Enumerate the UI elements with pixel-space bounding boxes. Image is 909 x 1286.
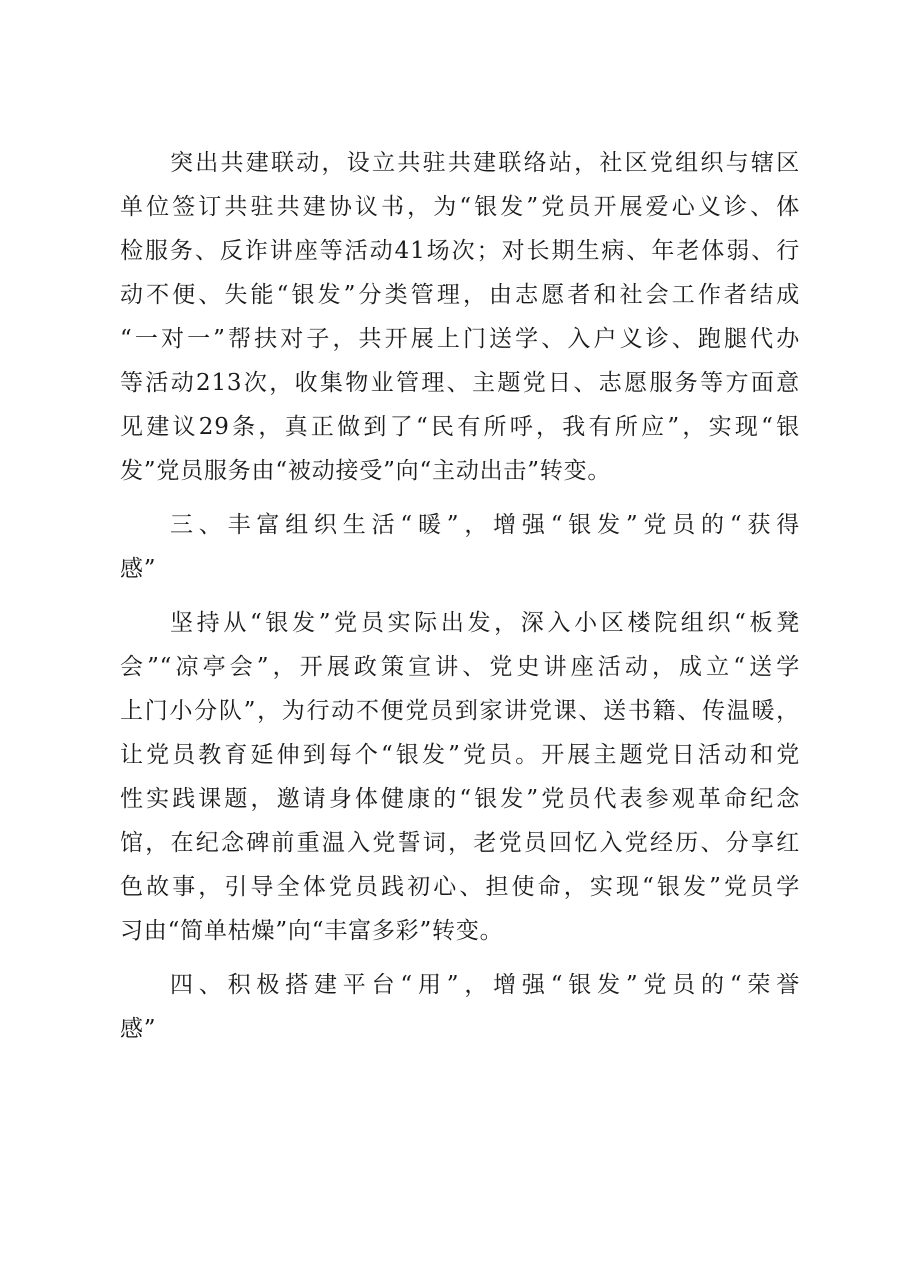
text-line: 馆，在纪念碑前重温入党誓词，老党员回忆入党经历、分享红 (120, 830, 800, 856)
text-line: 动不便、失能“银发”分类管理，由志愿者和社会工作者结成 (120, 282, 800, 308)
paragraph-organization-life (120, 601, 800, 953)
text-line: 习由“简单枯燥”向“丰富多彩”转变。 (120, 918, 504, 944)
text-line: 发”党员服务由“被动接受”向“主动出击”转变。 (120, 458, 612, 484)
text-line: 单位签订共驻共建协议书，为“银发”党员开展爱心义诊、体 (120, 194, 800, 220)
text-line: 会”“凉亭会”，开展政策宣讲、党史讲座活动，成立“送学 (120, 654, 800, 680)
text-line: “一对一”帮扶对子，共开展上门送学、入户义诊、跑腿代办 (120, 326, 800, 352)
text-line: 色故事，引导全体党员践初心、担使命，实现“银发”党员学 (120, 874, 800, 900)
text-line: 检服务、反诈讲座等活动41场次；对长期生病、年老体弱、行 (120, 238, 800, 264)
text-line: 见建议29条，真正做到了“民有所呼，我有所应”，实现“银 (120, 414, 800, 440)
text-line: 等活动213次，收集物业管理、主题党日、志愿服务等方面意 (120, 370, 800, 396)
section-heading-four (120, 963, 800, 1051)
heading-line: 感” (120, 556, 157, 582)
text-line: 突出共建联动，设立共驻共建联络站，社区党组织与辖区 (170, 150, 800, 176)
document-body (120, 141, 800, 1061)
heading-line: 感” (120, 1016, 157, 1042)
section-heading-three (120, 503, 800, 591)
text-line: 让党员教育延伸到每个“银发”党员。开展主题党日活动和党 (120, 742, 800, 768)
text-line: 坚持从“银发”党员实际出发，深入小区楼院组织“板凳 (170, 610, 800, 636)
paragraph-community-co-building (120, 141, 800, 493)
heading-line: 四、积极搭建平台“用”，增强“银发”党员的“荣誉 (170, 972, 800, 998)
text-line: 性实践课题，邀请身体健康的“银发”党员代表参观革命纪念 (120, 786, 800, 812)
heading-line: 三、丰富组织生活“暖”，增强“银发”党员的“获得 (170, 512, 800, 538)
text-line: 上门小分队”，为行动不便党员到家讲党课、送书籍、传温暖， (120, 698, 800, 724)
